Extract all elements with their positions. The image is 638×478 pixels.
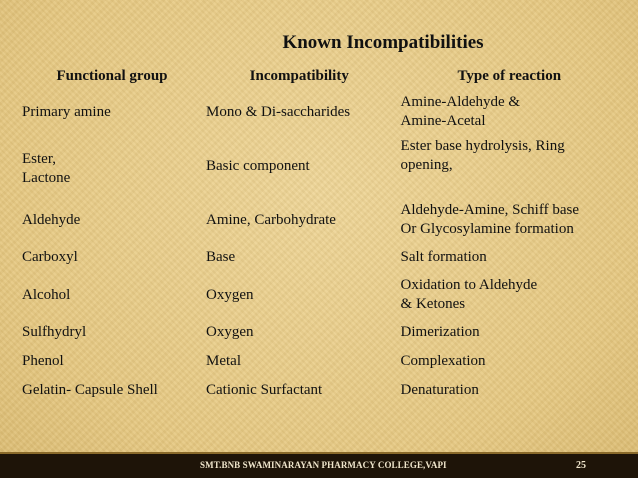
table-row (18, 89, 622, 135)
table-row (18, 376, 622, 405)
cell-functional-group: Primary amine (22, 103, 111, 120)
cell-functional-group: Alcohol (22, 286, 71, 303)
table-row (18, 243, 622, 272)
table-row (18, 272, 622, 318)
cell-incompatibility: Oxygen (206, 324, 254, 340)
page-number: 25 (576, 460, 586, 471)
table-row (18, 197, 622, 243)
cell-incompatibility: Basic component (206, 157, 310, 174)
cell-incompatibility: Oxygen (206, 286, 254, 303)
cell-functional-group: Sulfhydryl (22, 324, 87, 340)
cell-incompatibility: Mono & Di-saccharides (206, 103, 351, 120)
footer-bar (0, 452, 638, 478)
header-incompatibility: Incompatibility (249, 67, 349, 84)
cell-functional-group: Gelatin- Capsule Shell (22, 382, 158, 398)
table-header-row (18, 63, 622, 89)
slide-title: Known Incompatibilities (282, 32, 484, 53)
cell-type-of-reaction: Amine-Aldehyde & Amine-Acetal (400, 94, 521, 129)
table-row (18, 347, 622, 376)
cell-type-of-reaction: Aldehyde-Amine, Schiff base Or Glycosylamine formation (400, 202, 579, 237)
cell-incompatibility: Base (206, 249, 236, 265)
cell-incompatibility: Amine, Carbohydrate (206, 211, 336, 228)
table-row (18, 318, 622, 347)
footer-college-name: SMT.BNB SWAMINARAYAN PHARMACY COLLEGE,VAPI (200, 460, 447, 470)
cell-functional-group: Ester, Lactone (22, 151, 71, 186)
incompatibility-table (18, 63, 622, 405)
cell-type-of-reaction: Denaturation (400, 382, 479, 398)
header-functional-group: Functional group (56, 67, 168, 84)
header-type-of-reaction: Type of reaction (457, 67, 562, 84)
cell-functional-group: Phenol (22, 353, 64, 369)
cell-type-of-reaction: Ester base hydrolysis, Ring opening, (400, 138, 565, 173)
cell-type-of-reaction: Oxidation to Aldehyde & Ketones (400, 277, 538, 312)
table-row (18, 135, 622, 197)
cell-incompatibility: Cationic Surfactant (206, 382, 323, 398)
cell-type-of-reaction: Complexation (400, 353, 486, 369)
cell-type-of-reaction: Salt formation (400, 249, 487, 265)
cell-incompatibility: Metal (206, 353, 241, 369)
cell-functional-group: Aldehyde (22, 211, 81, 228)
cell-functional-group: Carboxyl (22, 249, 78, 265)
cell-type-of-reaction: Dimerization (400, 324, 480, 340)
